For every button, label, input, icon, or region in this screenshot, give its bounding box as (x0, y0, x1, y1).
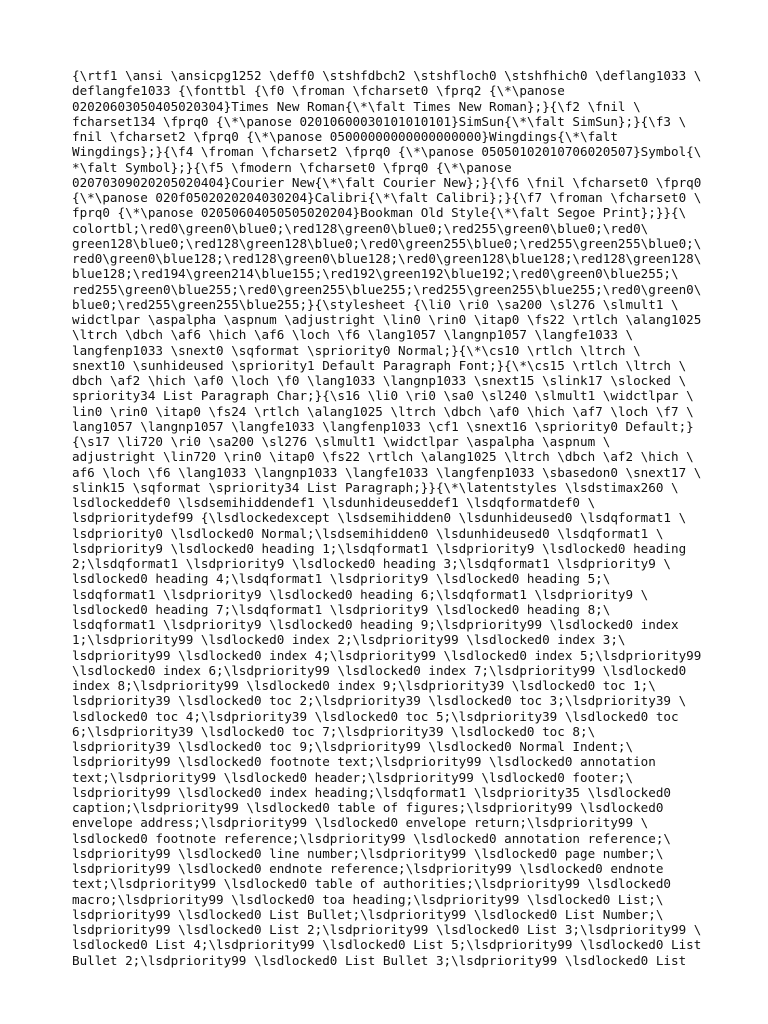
text-line: widctlpar \aspalpha \aspnum \adjustright \lin0 \rin0 \itap0 \fs22 \rtlch \alang1025 (72, 312, 702, 327)
text-line: macro;\lsdpriority99 \lsdlocked0 toa heading;\lsdpriority99 \lsdlocked0 List;\ (72, 891, 664, 907)
text-line: lsdpriority99 \lsdlocked0 endnote reference;\lsdpriority99 \lsdlocked0 endnote (72, 861, 664, 876)
text-line: lsdpriority39 \lsdlocked0 toc 9;\lsdpriority99 \lsdlocked0 Normal Indent;\ (72, 739, 634, 754)
text-line: lsdqformat1 \lsdpriority9 \lsdlocked0 heading 6;\lsdqformat1 \lsdpriority9 \ (72, 586, 649, 602)
text-line: colortbl;\red0\green0\blue0;\red128\green0\blue0;\red255\green0\blue0;\red0\ (72, 220, 649, 236)
text-line: lsdlocked0 heading 4;\lsdqformat1 \lsdpriority9 \lsdlocked0 heading 5;\ (72, 571, 611, 587)
text-line: red0\green0\blue128;\red128\green0\blue128;\red0\green128\blue128;\red128\green128\ (72, 251, 702, 266)
text-line: langfenp1033 \snext0 \sqformat \spriority0 Normal;}{\*\cs10 \rtlch \ltrch \ (72, 342, 641, 358)
text-line: *\falt Symbol};}{\f5 \fmodern \fcharset0 \fprq0 {\*\panose (72, 159, 512, 175)
text-line: \lsdlocked0 index 6;\lsdpriority99 \lsdlocked0 index 7;\lsdpriority99 \lsdlocked0 (72, 662, 687, 678)
text-line: {\s17 \li720 \ri0 \sa200 \sl276 \slmult1 \widctlpar \aspalpha \aspnum \ (72, 434, 611, 449)
text-line: snext10 \sunhideused \spriority1 Default Paragraph Font;}{\*\cs15 \rtlch \ltrch \ (72, 357, 687, 373)
text-line: 02020603050405020304}Times New Roman{\*\falt Times New Roman};}{\f2 \fnil \ (72, 98, 641, 114)
text-line: 02070309020205020404}Courier New{\*\falt Courier New};}{\f6 \fnil \fcharset0 \fprq0 (72, 174, 702, 190)
text-line: red255\green0\blue255;\red0\green255\blue255;\red255\green255\blue255;\red0\green0\ (72, 281, 702, 297)
rtf-source-text (72, 68, 701, 968)
text-line: lsdpriority39 \lsdlocked0 toc 2;\lsdpriority39 \lsdlocked0 toc 3;\lsdpriority39 \ (72, 693, 687, 709)
text-line: lsdpriority9 \lsdlocked0 heading 1;\lsdqformat1 \lsdpriority9 \lsdlocked0 heading (72, 540, 687, 556)
text-line: deflangfe1033 {\fonttbl {\f0 \froman \fcharset0 \fprq2 {\*\panose (72, 83, 565, 99)
text-line: {\rtf1 \ansi \ansicpg1252 \deff0 \stshfdbch2 \stshfloch0 \stshfhich0 \deflang1033 \ (72, 68, 702, 83)
text-line: 6;\lsdpriority39 \lsdlocked0 toc 7;\lsdpriority39 \lsdlocked0 toc 8;\ (72, 723, 596, 739)
text-line: 1;\lsdpriority99 \lsdlocked0 index 2;\lsdpriority99 \lsdlocked0 index 3;\ (72, 632, 626, 648)
text-line: fcharset134 \fprq0 {\*\panose 02010600030101010101}SimSun{\*\falt SimSun};}{\f3 \ (72, 113, 687, 129)
text-line: lsdpriority0 \lsdlocked0 Normal;\lsdsemihidden0 \lsdunhideused0 \lsdqformat1 \ (72, 525, 664, 541)
text-line: lin0 \rin0 \itap0 \fs24 \rtlch \alang1025 \ltrch \dbch \af0 \hich \af7 \loch \f7 \ (72, 403, 694, 419)
text-line: spriority34 List Paragraph Char;}{\s16 \li0 \ri0 \sa0 \sl240 \slmult1 \widctlpar \ (72, 388, 694, 404)
text-line: lsdpriority99 \lsdlocked0 footnote text;\lsdpriority99 \lsdlocked0 annotation (72, 754, 656, 770)
text-line: lsdlockeddef0 \lsdsemihiddendef1 \lsdunhideuseddef1 \lsdqformatdef0 \ (72, 495, 596, 510)
text-line: slink15 \sqformat \spriority34 List Paragraph;}}{\*\latentstyles \lsdstimax260 \ (72, 479, 679, 495)
text-line: lsdpriority99 \lsdlocked0 List 2;\lsdpriority99 \lsdlocked0 List 3;\lsdpriority99 \ (72, 922, 702, 937)
text-line: text;\lsdpriority99 \lsdlocked0 header;\lsdpriority99 \lsdlocked0 footer;\ (72, 769, 634, 785)
text-line: 2;\lsdqformat1 \lsdpriority9 \lsdlocked0 heading 3;\lsdqformat1 \lsdpriority9 \ (72, 556, 671, 571)
text-line: lsdpriority99 \lsdlocked0 index 4;\lsdpriority99 \lsdlocked0 index 5;\lsdpriority99 (72, 647, 702, 663)
text-line: lang1057 \langnp1057 \langfe1033 \langfenp1033 \cf1 \snext16 \spriority0 Default;} (72, 418, 694, 434)
text-line: fprq0 {\*\panose 02050604050505020204}Bookman Old Style{\*\falt Segoe Print};}}{\ (72, 205, 687, 221)
text-line: green128\blue0;\red128\green128\blue0;\red0\green255\blue0;\red255\green255\blue0;\ (72, 235, 702, 251)
text-line: lsdpriority99 \lsdlocked0 List Bullet;\lsdpriority99 \lsdlocked0 List Number;\ (72, 906, 664, 922)
text-line: lsdqformat1 \lsdpriority9 \lsdlocked0 heading 9;\lsdpriority99 \lsdlocked0 index (72, 617, 679, 632)
text-line: lsdprioritydef99 {\lsdlockedexcept \lsdsemihidden0 \lsdunhideused0 \lsdqformat1 \ (72, 510, 687, 526)
text-line: lsdlocked0 footnote reference;\lsdpriority99 \lsdlocked0 annotation reference;\ (72, 830, 671, 846)
text-line: blue0;\red255\green255\blue255;}{\stylesheet {\li0 \ri0 \sa200 \sl276 \slmult1 \ (72, 296, 679, 312)
text-line: fnil \fcharset2 \fprq0 {\*\panose 05000000000000000000}Wingdings{\*\falt (72, 129, 618, 144)
text-line: {\*\panose 020f0502020204030204}Calibri{\*\falt Calibri};}{\f7 \froman \fcharset0 \ (72, 190, 702, 205)
text-line: caption;\lsdpriority99 \lsdlocked0 table of figures;\lsdpriority99 \lsdlocked0 (72, 800, 664, 815)
text-line: \ltrch \dbch \af6 \hich \af6 \loch \f6 \lang1057 \langnp1057 \langfe1033 \ (72, 327, 634, 343)
text-line: Wingdings};}{\f4 \froman \fcharset2 \fprq0 {\*\panose 05050102010706020507}Symbol{\ (72, 144, 702, 160)
text-line: envelope address;\lsdpriority99 \lsdlocked0 envelope return;\lsdpriority99 \ (72, 815, 649, 831)
text-line: lsdpriority99 \lsdlocked0 line number;\lsdpriority99 \lsdlocked0 page number;\ (72, 845, 664, 861)
text-line: lsdlocked0 List 4;\lsdpriority99 \lsdlocked0 List 5;\lsdpriority99 \lsdlocked0 List (72, 937, 702, 953)
text-line: lsdlocked0 heading 7;\lsdqformat1 \lsdpriority9 \lsdlocked0 heading 8;\ (72, 601, 611, 617)
text-line: af6 \loch \f6 \lang1033 \langnp1033 \langfe1033 \langfenp1033 \sbasedon0 \snext17 \ (72, 464, 702, 480)
text-line: adjustright \lin720 \rin0 \itap0 \fs22 \rtlch \alang1025 \ltrch \dbch \af2 \hich \ (72, 449, 694, 465)
text-line: lsdlocked0 toc 4;\lsdpriority39 \lsdlocked0 toc 5;\lsdpriority39 \lsdlocked0 toc (72, 708, 679, 724)
text-line: index 8;\lsdpriority99 \lsdlocked0 index 9;\lsdpriority39 \lsdlocked0 toc 1;\ (72, 678, 656, 693)
text-line: Bullet 2;\lsdpriority99 \lsdlocked0 List Bullet 3;\lsdpriority99 \lsdlocked0 List (72, 952, 687, 968)
text-line: blue128;\red194\green214\blue155;\red192\green192\blue192;\red0\green0\blue255;\ (72, 266, 679, 282)
text-line: text;\lsdpriority99 \lsdlocked0 table of authorities;\lsdpriority99 \lsdlocked0 (72, 876, 671, 892)
text-line: dbch \af2 \hich \af0 \loch \f0 \lang1033 \langnp1033 \snext15 \slink17 \slocked \ (72, 373, 687, 388)
text-line: lsdpriority99 \lsdlocked0 index heading;\lsdqformat1 \lsdpriority35 \lsdlocked0 (72, 784, 671, 800)
